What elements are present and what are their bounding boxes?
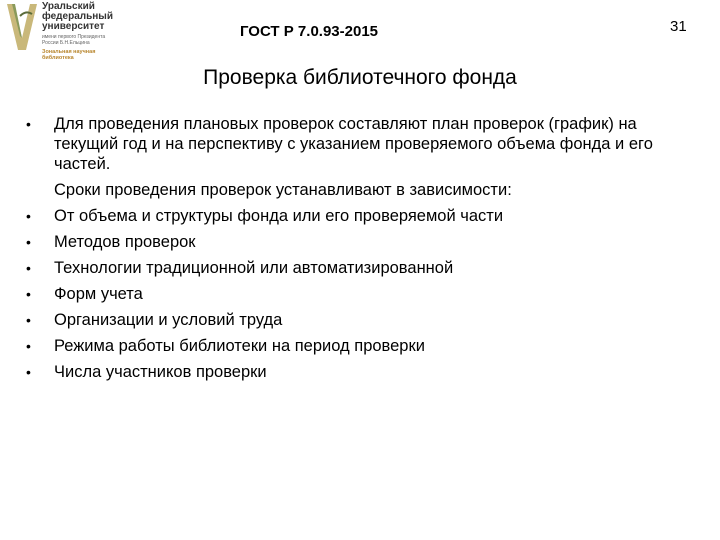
page-number: 31	[670, 18, 687, 35]
list-item	[22, 336, 702, 356]
university-logo	[4, 2, 116, 66]
list-item-text: От объема и структуры фонда или его проверяемой части	[54, 207, 504, 225]
bullet: •	[26, 234, 31, 250]
bullet: •	[26, 286, 31, 302]
list-item-text: Режима работы библиотеки на период проверки	[54, 337, 425, 355]
list-item-text: Методов проверок	[54, 233, 196, 251]
slide-content	[22, 114, 702, 388]
intro-line: Сроки проведения проверок устанавливают в зависимости:	[54, 181, 512, 199]
bullet: •	[26, 208, 31, 224]
list-item	[22, 362, 702, 382]
bullet: •	[26, 260, 31, 276]
list-item-text: Форм учета	[54, 285, 143, 303]
list-item-text: Числа участников проверки	[54, 363, 267, 381]
list-item	[22, 258, 702, 278]
slide-title: Проверка библиотечного фонда	[203, 66, 517, 89]
bullet: •	[26, 312, 31, 328]
list-item-text: Технологии традиционной или автоматизированной	[54, 259, 454, 277]
list-item	[22, 206, 702, 226]
list-item	[22, 284, 702, 304]
university-subtitle: имени первого Президента России Б.Н.Ельцина	[42, 34, 106, 46]
list-item	[22, 310, 702, 330]
library-name: Зональная научная библиотека	[42, 49, 96, 61]
list-item-text: Организации и условий труда	[54, 311, 283, 329]
bullet: •	[26, 338, 31, 354]
logo-text	[42, 2, 116, 61]
bullet: •	[26, 364, 31, 380]
urfu-emblem-icon	[4, 2, 40, 54]
bullet: •	[26, 116, 31, 132]
header-title: ГОСТ Р 7.0.93-2015	[240, 23, 379, 40]
list-item	[22, 114, 702, 174]
list-item	[22, 232, 702, 252]
university-name: Уральский федеральный университет	[42, 1, 113, 32]
list-item-text: Для проведения плановых проверок составляют план проверок (график) на текущий год и на перспективу с указанием проверяемого объема фонда и его частей.	[54, 115, 653, 173]
